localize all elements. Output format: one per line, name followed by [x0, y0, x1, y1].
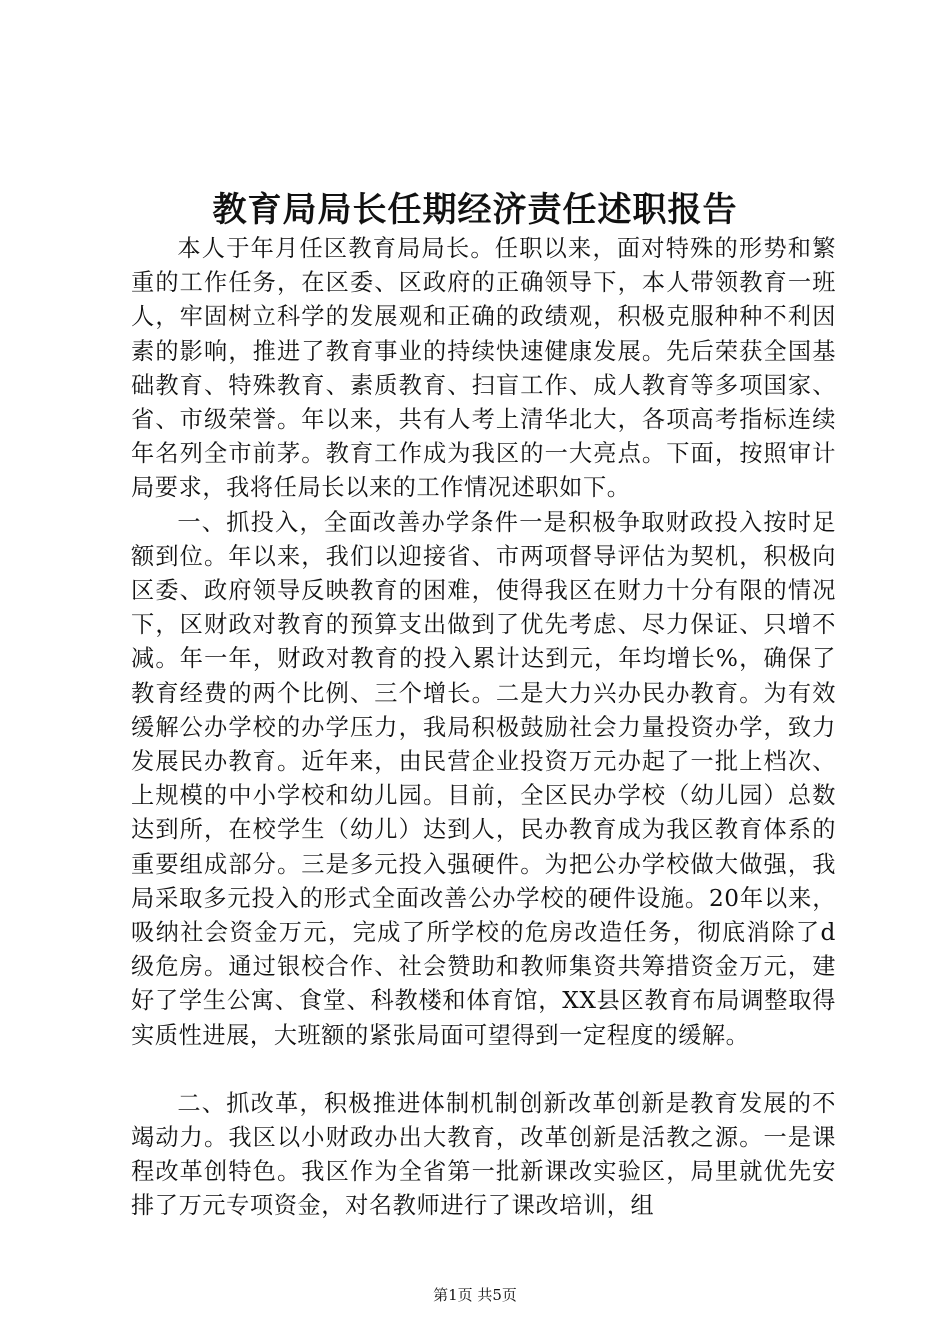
- paragraph-intro: 本人于年月任区教育局局长。任职以来，面对特殊的形势和繁重的工作任务，在区委、区政府的正确领导下，本人带领教育一班人，牢固树立科学的发展观和正确的政绩观，积极克服种种不利因素的影响，推进了教育事业的持续快速健康发展。先后荣获全国基础教育、特殊教育、素质教育、扫盲工作、成人教育等多项国家、省、市级荣誉。年以来，共有人考上清华北大，各项高考指标连续年名列全市前茅。教育工作成为我区的一大亮点。下面，按照审计局要求，我将任局长以来的工作情况述职如下。: [131, 235, 836, 502]
- document-body: [131, 232, 836, 1224]
- paragraph-investment: 一、抓投入，全面改善办学条件一是积极争取财政投入按时足额到位。年以来，我们以迎接省、市两项督导评估为契机，积极向区委、政府领导反映教育的困难，使得我区在财力十分有限的情况下，区财政对教育的预算支出做到了优先考虑、尽力保证、只增不减。年一年，财政对教育的投入累计达到元，年均增长%，确保了教育经费的两个比例、三个增长。二是大力兴办民办教育。为有效缓解公办学校的办学压力，我局积极鼓励社会力量投资办学，致力发展民办教育。近年来，由民营企业投资万元办起了一批上档次、上规模的中小学校和幼儿园。目前，全区民办学校（幼儿园）总数达到所，在校学生（幼儿）达到人，民办教育成为我区教育体系的重要组成部分。三是多元投入强硬件。为把公办学校做大做强，我局采取多元投入的形式全面改善公办学校的硬件设施。20年以来，吸纳社会资金万元，完成了所学校的危房改造任务，彻底消除了d级危房。通过银校合作、社会赞助和教师集资共筹措资金万元，建好了学生公寓、食堂、科教楼和体育馆，XX县区教育布局调整取得实质性进展，大班额的紧张局面可望得到一定程度的缓解。: [131, 508, 836, 1049]
- paragraph-reform: 二、抓改革，积极推进体制机制创新改革创新是教育发展的不竭动力。我区以小财政办出大教育，改革创新是活教之源。一是课程改革创特色。我区作为全省第一批新课改实验区，局里就优先安排了万元专项资金，对名教师进行了课改培训，组: [131, 1089, 836, 1220]
- document-title: 教育局局长任期经济责任述职报告: [212, 190, 738, 230]
- page-number-footer: 第1页 共5页: [433, 1286, 517, 1304]
